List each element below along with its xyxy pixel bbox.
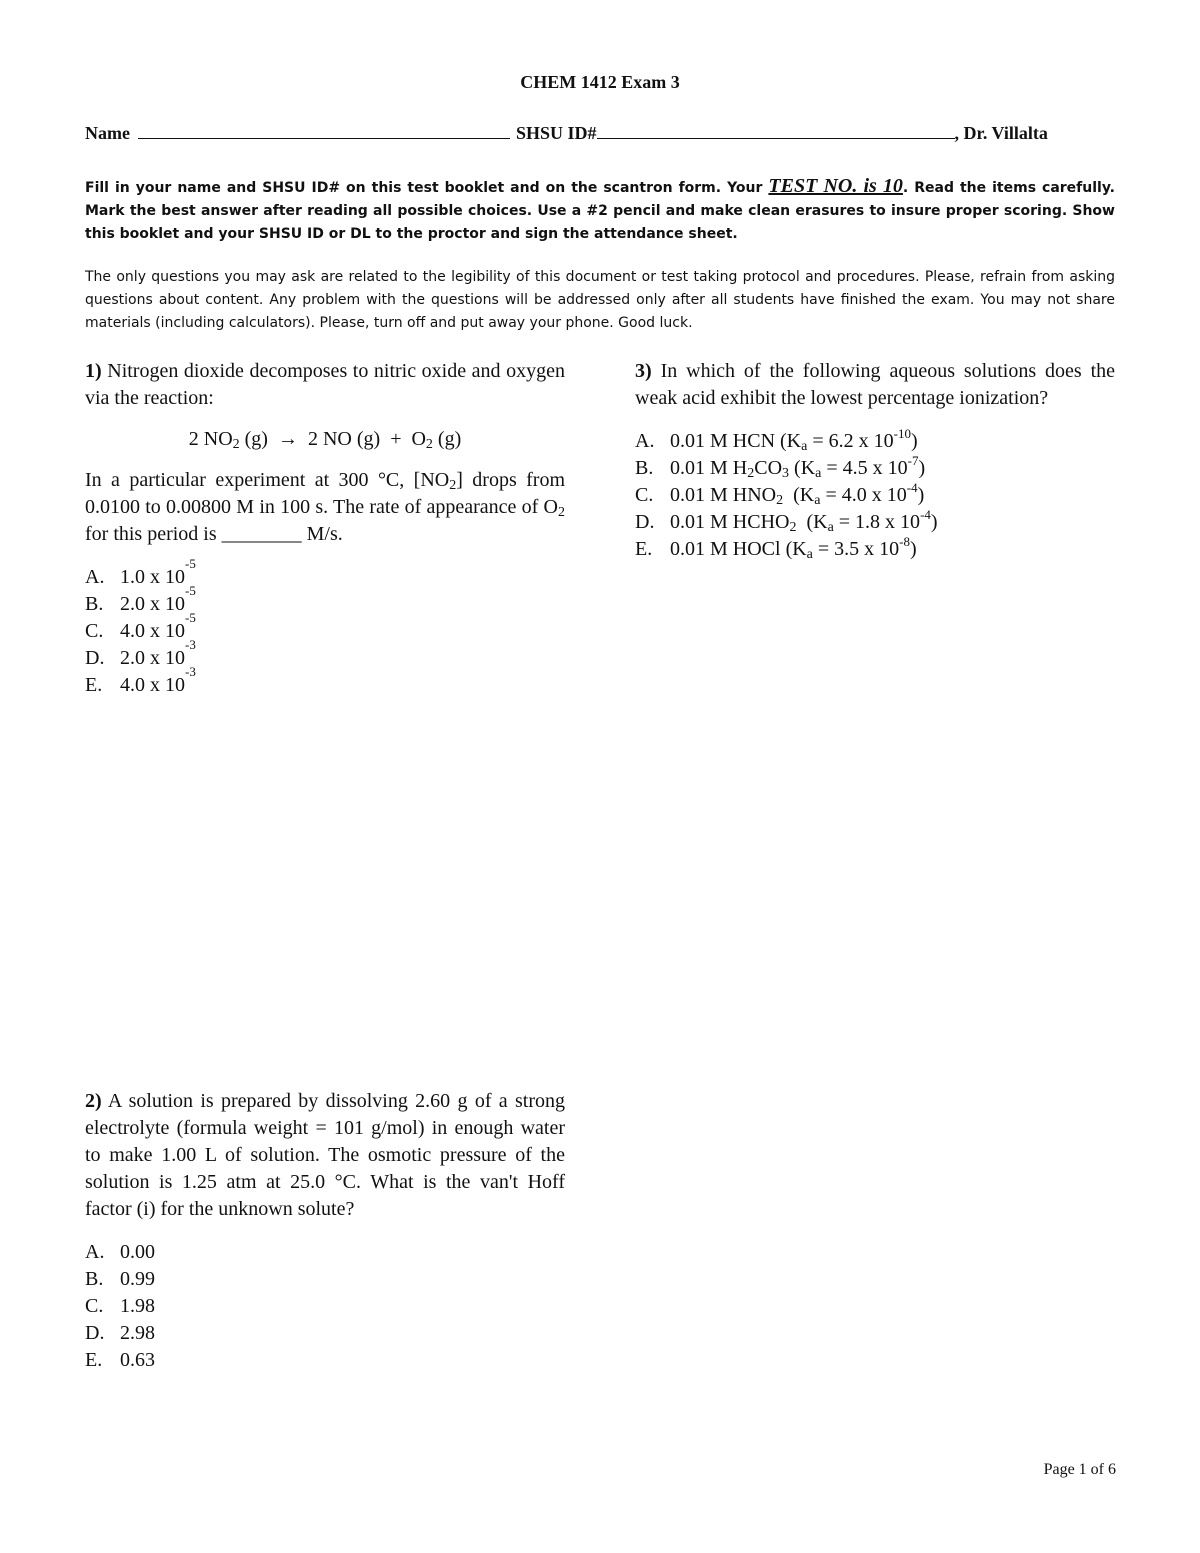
choice-item[interactable]	[635, 509, 1115, 536]
ka-subscript: a	[814, 493, 821, 508]
choice-letter: D.	[85, 1322, 105, 1344]
exam-notes: The only questions you may ask are related to the legibility of this document or test taking protocol and procedures. Please, refrain from asking questions about content. Any problem with the questions will be addressed only after all students have finished the exam. You may not share materials (including calculators). Please, turn off and put away your phone. Good luck.	[85, 269, 1115, 331]
arrow-icon: →	[277, 428, 298, 450]
question-2-choices	[85, 1239, 565, 1374]
choice-letter: B.	[635, 457, 654, 479]
instructions-part2: . Read the items carefully. Mark the best answer after reading all possible choices. Use a #2 pencil and make clean erasures to insure proper scoring. Show this booklet and your SHSU ID or DL to the proctor and sign the attendance sheet.	[85, 180, 1115, 242]
choice-text: 0.63	[120, 1349, 155, 1371]
choice-item[interactable]	[85, 1293, 565, 1320]
question-2	[85, 1088, 565, 1374]
question-3	[635, 358, 1115, 563]
ka-subscript: a	[815, 466, 822, 481]
choice-item[interactable]	[635, 536, 1115, 563]
q1-body-b: ] drops from 0.0100 to 0.00800 M in 100 s. The rate of appearance of O	[85, 469, 566, 518]
choice-value: = 4.5 x 10	[821, 457, 908, 479]
choice-exponent: -8	[899, 534, 911, 549]
choice-value: = 6.2 x 10	[807, 430, 894, 452]
choice-letter: C.	[635, 484, 654, 506]
question-1-intro	[85, 358, 565, 412]
choice-letter: D.	[635, 511, 655, 533]
instructions-part1: Fill in your name and SHSU ID# on this test booklet and on the scantron form. Your	[85, 180, 769, 196]
choice-text: CO	[754, 457, 783, 479]
id-label: SHSU ID#	[515, 123, 597, 143]
formula-subscript: 2	[747, 466, 755, 481]
choice-exponent: -5	[185, 610, 196, 625]
choice-close: )	[910, 430, 918, 452]
name-label: Name	[85, 123, 130, 143]
choice-item[interactable]	[85, 664, 565, 699]
choice-letter: C.	[85, 1295, 104, 1317]
formula-subscript: 3	[782, 466, 790, 481]
choice-letter: E.	[635, 538, 653, 560]
choice-item[interactable]	[85, 637, 565, 672]
question-1-number: 1)	[85, 360, 102, 382]
choice-text: 0.01 M H	[670, 457, 748, 479]
eq-lhs-phase: (g)	[239, 428, 268, 450]
choice-letter: C.	[85, 620, 104, 642]
choice-text: 4.0 x 10	[120, 620, 185, 642]
choice-close: )	[930, 511, 938, 533]
choice-exponent: -3	[185, 664, 196, 679]
formula-subscript: 2	[789, 520, 797, 535]
choice-item[interactable]	[85, 1347, 565, 1374]
choice-exponent: -7	[907, 453, 919, 468]
choice-value: = 4.0 x 10	[820, 484, 907, 506]
choice-text: (K	[789, 457, 816, 479]
instructions	[85, 175, 1115, 246]
page-title: CHEM 1412 Exam 3	[520, 72, 680, 92]
eq-lhs: 2 NO	[188, 428, 233, 450]
eq-lhs-sub: 2	[232, 437, 240, 452]
eq-rhs2: O	[411, 428, 426, 450]
choice-item[interactable]	[85, 1266, 565, 1293]
choice-letter: A.	[85, 566, 105, 588]
choice-exponent: -4	[906, 480, 918, 495]
question-1-choices	[85, 556, 565, 699]
choice-item[interactable]	[635, 455, 1115, 482]
choice-exponent: -3	[185, 637, 196, 652]
question-1-intro-text: Nitrogen dioxide decomposes to nitric oxide and oxygen via the reaction:	[85, 360, 566, 409]
choice-exponent: -5	[185, 556, 196, 571]
instructor-label: , Dr. Villalta	[954, 123, 1048, 143]
choice-item[interactable]	[85, 1320, 565, 1347]
choice-letter: A.	[85, 1241, 105, 1263]
choice-exponent: -4	[920, 507, 931, 522]
choice-letter: E.	[85, 1349, 103, 1371]
ka-subscript: a	[806, 547, 813, 562]
choice-letter: B.	[85, 593, 104, 615]
formula-subscript: 2	[776, 493, 784, 508]
ka-subscript: a	[827, 520, 834, 535]
eq-rhs2-phase: (g)	[432, 428, 462, 450]
choice-text: 0.01 M HCHO	[670, 511, 790, 533]
question-1-body	[85, 467, 565, 548]
eq-rhs2-sub: 2	[425, 437, 433, 452]
question-2-body: A solution is prepared by dissolving 2.60 g of a strong electrolyte (formula weight = 101 g/mol) in enough water to make 1.00 L of solution. The osmotic pressure of the solution is 1.25 atm at 25.0 °C. What is the van't Hoff factor (i) for the unknown solute?	[85, 1090, 566, 1220]
choice-item[interactable]	[85, 610, 565, 645]
choice-letter: A.	[635, 430, 655, 452]
choice-text: 2.98	[120, 1322, 155, 1344]
choice-text: 0.01 M HNO	[670, 484, 777, 506]
choice-item[interactable]	[635, 428, 1115, 455]
choice-item[interactable]	[85, 556, 565, 591]
choice-item[interactable]	[85, 1239, 565, 1266]
choice-letter: E.	[85, 674, 103, 696]
choice-letter: D.	[85, 647, 105, 669]
question-2-text	[85, 1088, 565, 1223]
reaction-equation	[85, 426, 565, 453]
question-1	[85, 358, 565, 699]
q1-body-sub1: 2	[449, 478, 457, 493]
choice-letter: B.	[85, 1268, 104, 1290]
q1-body-c: for this period is ________ M/s.	[85, 523, 343, 545]
choice-close: )	[918, 457, 926, 479]
choice-text: 1.0 x 10	[120, 566, 185, 588]
choice-text: 1.98	[120, 1295, 155, 1317]
choice-item[interactable]	[635, 482, 1115, 509]
choice-text: 4.0 x 10	[120, 674, 185, 696]
question-2-number: 2)	[85, 1090, 102, 1112]
name-id-line	[85, 122, 1115, 144]
eq-rhs1: 2 NO (g)	[307, 428, 381, 450]
question-3-body: In which of the following aqueous solutions does the weak acid exhibit the lowest percentage ionization?	[635, 360, 1116, 409]
question-3-choices	[635, 428, 1115, 563]
name-blank[interactable]	[138, 122, 510, 139]
ka-subscript: a	[801, 439, 808, 454]
choice-text: 2.0 x 10	[120, 593, 185, 615]
question-3-text	[635, 358, 1115, 412]
question-3-number: 3)	[635, 360, 652, 382]
choice-exponent: -5	[185, 583, 196, 598]
choice-text: 2.0 x 10	[120, 647, 185, 669]
choice-text: (K	[796, 511, 828, 533]
q1-body-a: In a particular experiment at 300 °C, [NO	[85, 469, 450, 491]
choice-close: )	[917, 484, 925, 506]
choice-text: (K	[783, 484, 815, 506]
choice-value: = 1.8 x 10	[833, 511, 921, 533]
choice-text: 0.99	[120, 1268, 155, 1290]
choice-close: )	[910, 538, 917, 560]
choice-value: = 3.5 x 10	[812, 538, 900, 560]
choice-text: 0.00	[120, 1241, 155, 1263]
choice-exponent: -10	[893, 426, 911, 441]
test-number: TEST NO. is 10	[768, 175, 903, 197]
id-blank[interactable]	[597, 122, 955, 139]
q1-body-sub2: 2	[558, 505, 565, 520]
page-number: Page 1 of 6	[1043, 1461, 1116, 1478]
choice-item[interactable]	[85, 583, 565, 618]
choice-text: 0.01 M HCN (K	[670, 430, 802, 452]
eq-plus: +	[390, 428, 402, 450]
choice-text: 0.01 M HOCl (K	[670, 538, 807, 560]
